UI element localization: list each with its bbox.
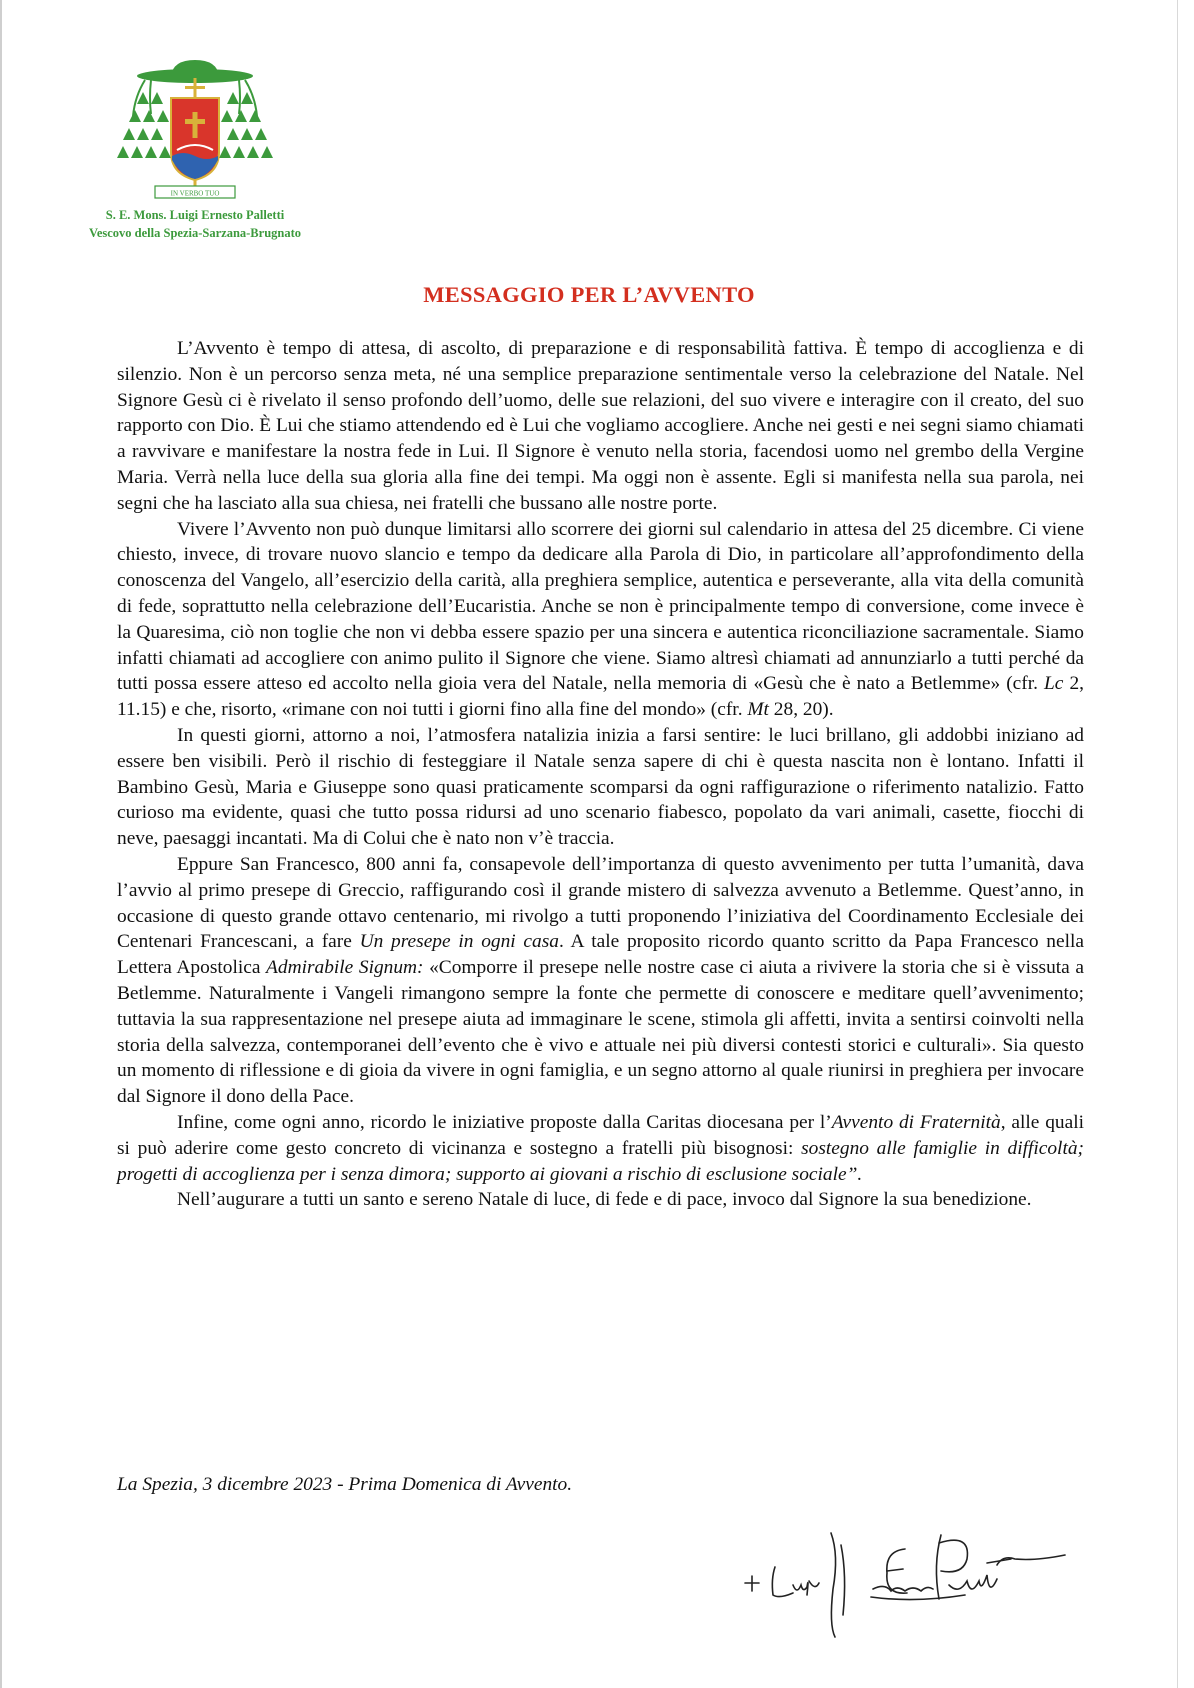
initiative-title: Avvento di Fraternità bbox=[831, 1111, 1001, 1133]
apostolic-letter-title: Admirabile Signum: bbox=[266, 957, 424, 979]
signature-icon bbox=[735, 1515, 1075, 1645]
initiative-title: Un presepe in ogni casa bbox=[359, 931, 559, 953]
motto-text: IN VERBO TUO bbox=[170, 189, 220, 198]
paragraph-2-text: Vivere l’Avvento non può dunque limitarsi allo scorrere dei giorni sul calendario in attesa del 25 dicembre. Ci viene chiesto, invece, di trovare nuovo slancio e tempo da dedicare alla Parola di Dio, in particolare all’approfondimento della conoscenza del Vangelo, all’esercizio della carità, alla preghiera semplice, autentica e perseverante, alla vita della comunità di fede, soprattutto nella celebrazione dell’Eucaristia. Anche se non è principalmente tempo di conversione, come invece è la Quaresima, ciò non toglie che non vi debba essere spazio per una sincera e autentica riconciliazione sacramentale. Siamo infatti chiamati ad accogliere con animo pulito il Signore che viene. Siamo altresì chiamati ad annunziarlo a tutti perché da tutti possa essere atteso ed accolto nella gioia vera del Natale, nella memoria di «Gesù che è nato a Betlemme» (cfr. bbox=[117, 518, 1084, 695]
paragraph-2-text: 28, 20). bbox=[768, 699, 834, 721]
paragraph-5-text: , alle quali si può aderire come gesto concreto di vicinanza e sostegno a fratelli più bisognosi: bbox=[117, 1111, 1084, 1159]
page-edge bbox=[0, 0, 2, 1688]
paragraph-2 bbox=[117, 517, 1084, 723]
paragraph-4-text: «Comporre il presepe nelle nostre case ci aiuta a rivivere la storia che si è vissuta a Betlemme. Naturalmente i Vangeli rimangono sempre la fonte che permette di conoscere e meditare quell’avvenimento; tuttavia la sua rappresentazione nel presepe aiuta ad immaginare le scene, stimola gli affetti, invita a sentirsi coinvolti nella storia della salvezza, contemporanei dell’evento che è vivo e attuale nei più diversi contesti storici e culturali». Sia questo un momento di riflessione e di gioia da vivere in ogni famiglia, e un segno attorno al quale riunirsi in preghiera per invocare dal Signore il dono della Pace. bbox=[117, 957, 1084, 1108]
initiatives-list: sostegno alle famiglie in difficoltà; progetti di accoglienza per i senza dimora; supporto ai giovani a rischio di esclusione sociale”. bbox=[117, 1137, 1084, 1185]
paragraph-4-text: Eppure San Francesco, 800 anni fa, consapevole dell’importanza di questo avvenimento per tutta l’umanità, dava l’avvio al primo presepe di Greccio, raffigurando così il grande mistero di salvezza avvenuto a Betlemme. Quest’anno, in occasione di questo grande ottavo centenario, mi rivolgo a tutti proponendo l’iniziativa del Coordinamento Ecclesiale dei Centenari Francescani, a fare bbox=[117, 853, 1084, 953]
coat-of-arms-icon bbox=[105, 56, 285, 206]
paragraph-4 bbox=[117, 852, 1084, 1110]
bishop-title: Vescovo della Spezia-Sarzana-Brugnato bbox=[88, 226, 302, 240]
paragraph-4-text: . A tale proposito ricordo quanto scritto da Papa Francesco nella Lettera Apostolica bbox=[117, 931, 1084, 979]
paragraph-2-text: 2, 11.15) e che, risorto, «rimane con noi tutti i giorni fino alla fine del mondo» (cfr. bbox=[117, 673, 1084, 721]
bishop-name: S. E. Mons. Luigi Ernesto Palletti bbox=[105, 208, 285, 222]
paragraph-6: Nell’augurare a tutti un santo e sereno Natale di luce, di fede e di pace, invoco dal Signore la sua benedizione. bbox=[177, 1189, 1032, 1211]
scrollbar-track[interactable] bbox=[1177, 0, 1194, 1688]
paragraph-5 bbox=[117, 1110, 1084, 1187]
paragraph-5-text: Infine, come ogni anno, ricordo le iniziative proposte dalla Caritas diocesana per l’ bbox=[177, 1111, 832, 1133]
letterhead bbox=[70, 56, 320, 242]
paragraph-1: L’Avvento è tempo di attesa, di ascolto, di preparazione e di responsabilità fattiva. È tempo di accoglienza e di silenzio. Non è un percorso senza meta, né una semplice preparazione sentimentale verso la celebrazione del Natale. Nel Signore Gesù ci è rivelato il senso profondo dell’uomo, delle sue relazioni, del suo vivere e interagire con il creato, del suo rapporto con Dio. È Lui che stiamo attendendo ed è Lui che vogliamo accogliere. Anche nei gesti e nei segni siamo chiamati a ravvivare e manifestare la nostra fede in Lui. Il Signore è venuto nella storia, facendosi uomo nel grembo della Vergine Maria. Verrà nella luce della sua gloria alla fine dei tempi. Ma oggi non è assente. Egli si manifesta nella sua parola, nei segni che ha lasciato alla sua chiesa, nei fratelli che bussano alle nostre porte. bbox=[117, 338, 1084, 514]
citation-matthew: Mt bbox=[747, 699, 769, 721]
letter-body bbox=[117, 336, 1084, 1213]
citation-luke: Lc bbox=[1044, 673, 1064, 695]
document-title: MESSAGGIO PER L’AVVENTO bbox=[423, 282, 755, 307]
date-line: La Spezia, 3 dicembre 2023 - Prima Domenica di Avvento. bbox=[117, 1474, 573, 1495]
paragraph-3: In questi giorni, attorno a noi, l’atmosfera natalizia inizia a farsi sentire: le luci brillano, gli addobbi iniziano ad essere ben visibili. Però il rischio di festeggiare il Natale senza sapere di chi è questa nascita non è lontano. Infatti il Bambino Gesù, Maria e Giuseppe sono quasi praticamente scomparsi da ogni raffigurazione o riferimento natalizio. Fatto curioso ma evidente, quasi che tutto possa ridursi ad uno scenario fiabesco, popolato da vari animali, casette, fiocchi di neve, paesaggi incantati. Ma di Colui che è nato non v’è traccia. bbox=[117, 724, 1084, 850]
